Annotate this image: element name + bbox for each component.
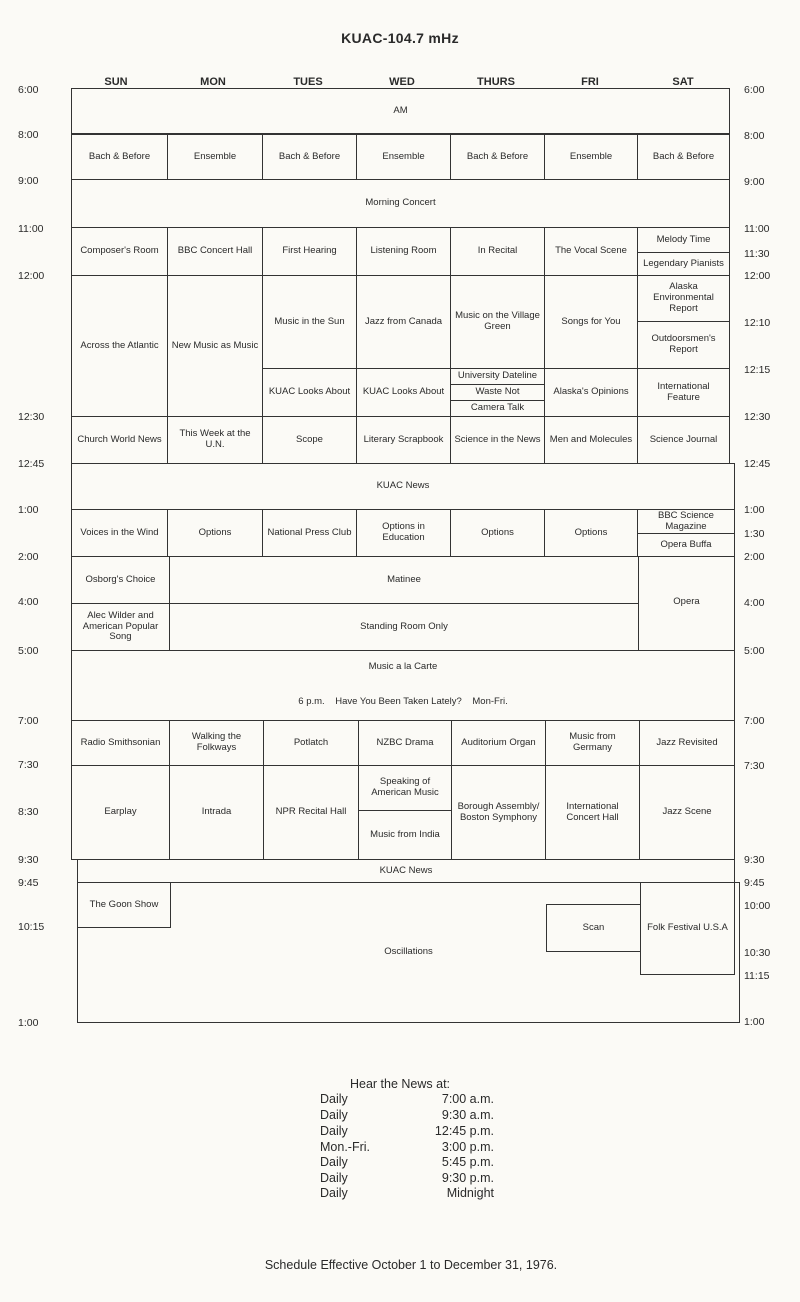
program-melody-time: Melody Time	[637, 227, 730, 253]
program-looks-about-wed: KUAC Looks About	[356, 368, 451, 417]
program-alaska-env: Alaska Environmental Report	[637, 275, 730, 322]
time-label-right: 9:45	[744, 877, 765, 889]
news-day: Daily	[320, 1155, 348, 1169]
program-folk-festival: Folk Festival U.S.A	[640, 882, 735, 975]
news-day: Mon.-Fri.	[320, 1140, 370, 1154]
time-label-left: 2:00	[18, 551, 39, 563]
time-label-right: 8:00	[744, 130, 765, 142]
news-time: 7:00 a.m.	[441, 1092, 494, 1106]
program-new-music: New Music as Music	[167, 275, 263, 417]
time-label-right: 7:00	[744, 715, 765, 727]
time-label-left: 1:00	[18, 1017, 39, 1029]
time-label-right: 6:00	[744, 84, 765, 96]
program-music-sun: Music in the Sun	[262, 275, 357, 369]
program-kuac-news: KUAC News	[71, 463, 735, 510]
program-radio-smithsonian: Radio Smithsonian	[71, 720, 170, 766]
program-scan: Scan	[546, 904, 641, 952]
program-morning-concert: Morning Concert	[71, 179, 730, 228]
program-bach-before-tues: Bach & Before	[262, 134, 357, 180]
time-label-right: 12:30	[744, 411, 771, 423]
time-label-left: 1:00	[18, 504, 39, 516]
time-label-right: 10:30	[744, 947, 771, 959]
time-label-right: 9:00	[744, 176, 765, 188]
program-jazz-canada: Jazz from Canada	[356, 275, 451, 369]
program-options-fri: Options	[544, 509, 638, 557]
program-univ-dateline: University Dateline	[450, 368, 545, 385]
program-ensemble-fri: Ensemble	[544, 134, 638, 180]
program-bach-before-sat: Bach & Before	[637, 134, 730, 180]
news-time: 3:00 p.m.	[441, 1140, 494, 1154]
program-waste-not: Waste Not	[450, 384, 545, 401]
news-day: Daily	[320, 1171, 348, 1185]
program-bach-before-sun: Bach & Before	[71, 134, 168, 180]
program-outdoorsmens: Outdoorsmen's Report	[637, 321, 730, 369]
program-across-atlantic: Across the Atlantic	[71, 275, 168, 417]
program-in-recital: In Recital	[450, 227, 545, 276]
time-label-right: 11:00	[744, 223, 770, 235]
program-music-carte: Music a la Carte	[368, 661, 438, 672]
news-time: Midnight	[446, 1186, 494, 1200]
program-speaking-american: Speaking of American Music	[358, 765, 452, 811]
program-bbc-science: BBC Science Magazine	[637, 509, 735, 534]
time-label-right: 1:30	[744, 528, 765, 540]
program-opera: Opera	[638, 556, 735, 651]
time-label-left: 5:00	[18, 645, 39, 657]
program-oscillations: Oscillations	[77, 882, 740, 1023]
program-composers-room: Composer's Room	[71, 227, 168, 276]
program-walking-folkways: Walking the Folkways	[169, 720, 264, 766]
program-listening-room: Listening Room	[356, 227, 451, 276]
program-scope: Scope	[262, 416, 357, 464]
program-literary: Literary Scrapbook	[356, 416, 451, 464]
program-nzbc: NZBC Drama	[358, 720, 452, 766]
program-alec-wilder: Alec Wilder and American Popular Song	[71, 603, 170, 651]
news-time: 9:30 p.m.	[441, 1171, 494, 1185]
program-standing-room: Standing Room Only	[169, 603, 639, 651]
day-header-thurs: THURS	[477, 76, 515, 88]
news-time: 5:45 p.m.	[441, 1155, 494, 1169]
news-day: Daily	[320, 1108, 348, 1122]
program-ensemble-wed: Ensemble	[356, 134, 451, 180]
program-village-green: Music on the Village Green	[450, 275, 545, 369]
time-label-right: 11:30	[744, 248, 770, 260]
program-osborg: Osborg's Choice	[71, 556, 170, 604]
time-label-left: 10:15	[18, 921, 45, 933]
day-header-tues: TUES	[293, 76, 323, 88]
program-jazz-revisited: Jazz Revisited	[639, 720, 735, 766]
day-header-sun: SUN	[104, 76, 128, 88]
news-heading: Hear the News at:	[349, 1077, 451, 1091]
program-intrada: Intrada	[169, 765, 264, 860]
program-npr-recital: NPR Recital Hall	[263, 765, 359, 860]
time-label-right: 1:00	[744, 504, 765, 516]
program-legendary-pianists: Legendary Pianists	[637, 252, 730, 276]
program-borough-boston: Borough Assembly/ Boston Symphony	[451, 765, 546, 860]
time-label-left: 6:00	[18, 84, 39, 96]
time-label-left: 12:30	[18, 411, 45, 423]
time-label-left: 7:00	[18, 715, 39, 727]
news-day: Daily	[320, 1124, 348, 1138]
program-science-journal: Science Journal	[637, 416, 730, 464]
time-label-left: 9:00	[18, 175, 39, 187]
program-matinee: Matinee	[169, 556, 639, 604]
day-header-fri: FRI	[581, 76, 599, 88]
program-songs-for-you: Songs for You	[544, 275, 638, 369]
page-title: KUAC-104.7 mHz	[341, 30, 459, 46]
time-label-left: 11:00	[18, 223, 44, 235]
time-label-right: 5:00	[744, 645, 765, 657]
program-music-india: Music from India	[358, 810, 452, 860]
program-alaskas-opinions: Alaska's Opinions	[544, 368, 638, 417]
day-header-sat: SAT	[672, 76, 694, 88]
program-men-molecules: Men and Molecules	[544, 416, 638, 464]
time-label-right: 12:00	[744, 270, 771, 282]
news-day: Daily	[320, 1186, 348, 1200]
time-label-left: 7:30	[18, 759, 39, 771]
program-natl-press: National Press Club	[262, 509, 357, 557]
program-camera-talk: Camera Talk	[450, 400, 545, 417]
program-have-you-been: 6 p.m. Have You Been Taken Lately? Mon-Fri.	[298, 696, 508, 707]
time-label-left: 9:45	[18, 877, 39, 889]
program-options-edu: Options in Education	[356, 509, 451, 557]
program-music-germany: Music from Germany	[545, 720, 640, 766]
program-vocal-scene: The Vocal Scene	[544, 227, 638, 276]
time-label-right: 7:30	[744, 760, 765, 772]
program-potlatch: Potlatch	[263, 720, 359, 766]
program-church-news: Church World News	[71, 416, 168, 464]
news-day: Daily	[320, 1092, 348, 1106]
time-label-right: 11:15	[744, 970, 770, 982]
program-options-mon: Options	[167, 509, 263, 557]
program-ensemble-mon: Ensemble	[167, 134, 263, 180]
program-earplay: Earplay	[71, 765, 170, 860]
day-header-mon: MON	[200, 76, 226, 88]
time-label-right: 2:00	[744, 551, 765, 563]
time-label-right: 4:00	[744, 597, 765, 609]
time-label-left: 8:00	[18, 129, 39, 141]
program-auditorium-organ: Auditorium Organ	[451, 720, 546, 766]
time-label-right: 12:10	[744, 317, 771, 329]
time-label-left: 12:45	[18, 458, 45, 470]
program-looks-about-tues: KUAC Looks About	[262, 368, 357, 417]
program-bach-before-thurs: Bach & Before	[450, 134, 545, 180]
time-label-right: 10:00	[744, 900, 771, 912]
time-label-right: 9:30	[744, 854, 765, 866]
program-jazz-scene: Jazz Scene	[639, 765, 735, 860]
program-intl-concert-hall: International Concert Hall	[545, 765, 640, 860]
program-am: AM	[71, 88, 730, 134]
news-time: 9:30 a.m.	[441, 1108, 494, 1122]
news-time: 12:45 p.m.	[434, 1124, 494, 1138]
program-voices-wind: Voices in the Wind	[71, 509, 168, 557]
time-label-left: 4:00	[18, 596, 39, 608]
program-intl-feature: International Feature	[637, 368, 730, 417]
program-first-hearing: First Hearing	[262, 227, 357, 276]
time-label-left: 8:30	[18, 806, 39, 818]
time-label-left: 12:00	[18, 270, 45, 282]
schedule-footer: Schedule Effective October 1 to December 31, 1976.	[264, 1258, 558, 1272]
program-bbc-concert-hall: BBC Concert Hall	[167, 227, 263, 276]
time-label-right: 12:15	[744, 364, 771, 376]
program-this-week-un: This Week at the U.N.	[167, 416, 263, 464]
program-options-thurs: Options	[450, 509, 545, 557]
program-opera-buffa: Opera Buffa	[637, 533, 735, 557]
time-label-left: 9:30	[18, 854, 39, 866]
time-label-right: 12:45	[744, 458, 771, 470]
day-header-wed: WED	[389, 76, 415, 88]
program-kuac-news-evening: KUAC News	[77, 859, 735, 883]
program-science-news: Science in the News	[450, 416, 545, 464]
program-goon-show: The Goon Show	[77, 882, 171, 928]
time-label-right: 1:00	[744, 1016, 765, 1028]
